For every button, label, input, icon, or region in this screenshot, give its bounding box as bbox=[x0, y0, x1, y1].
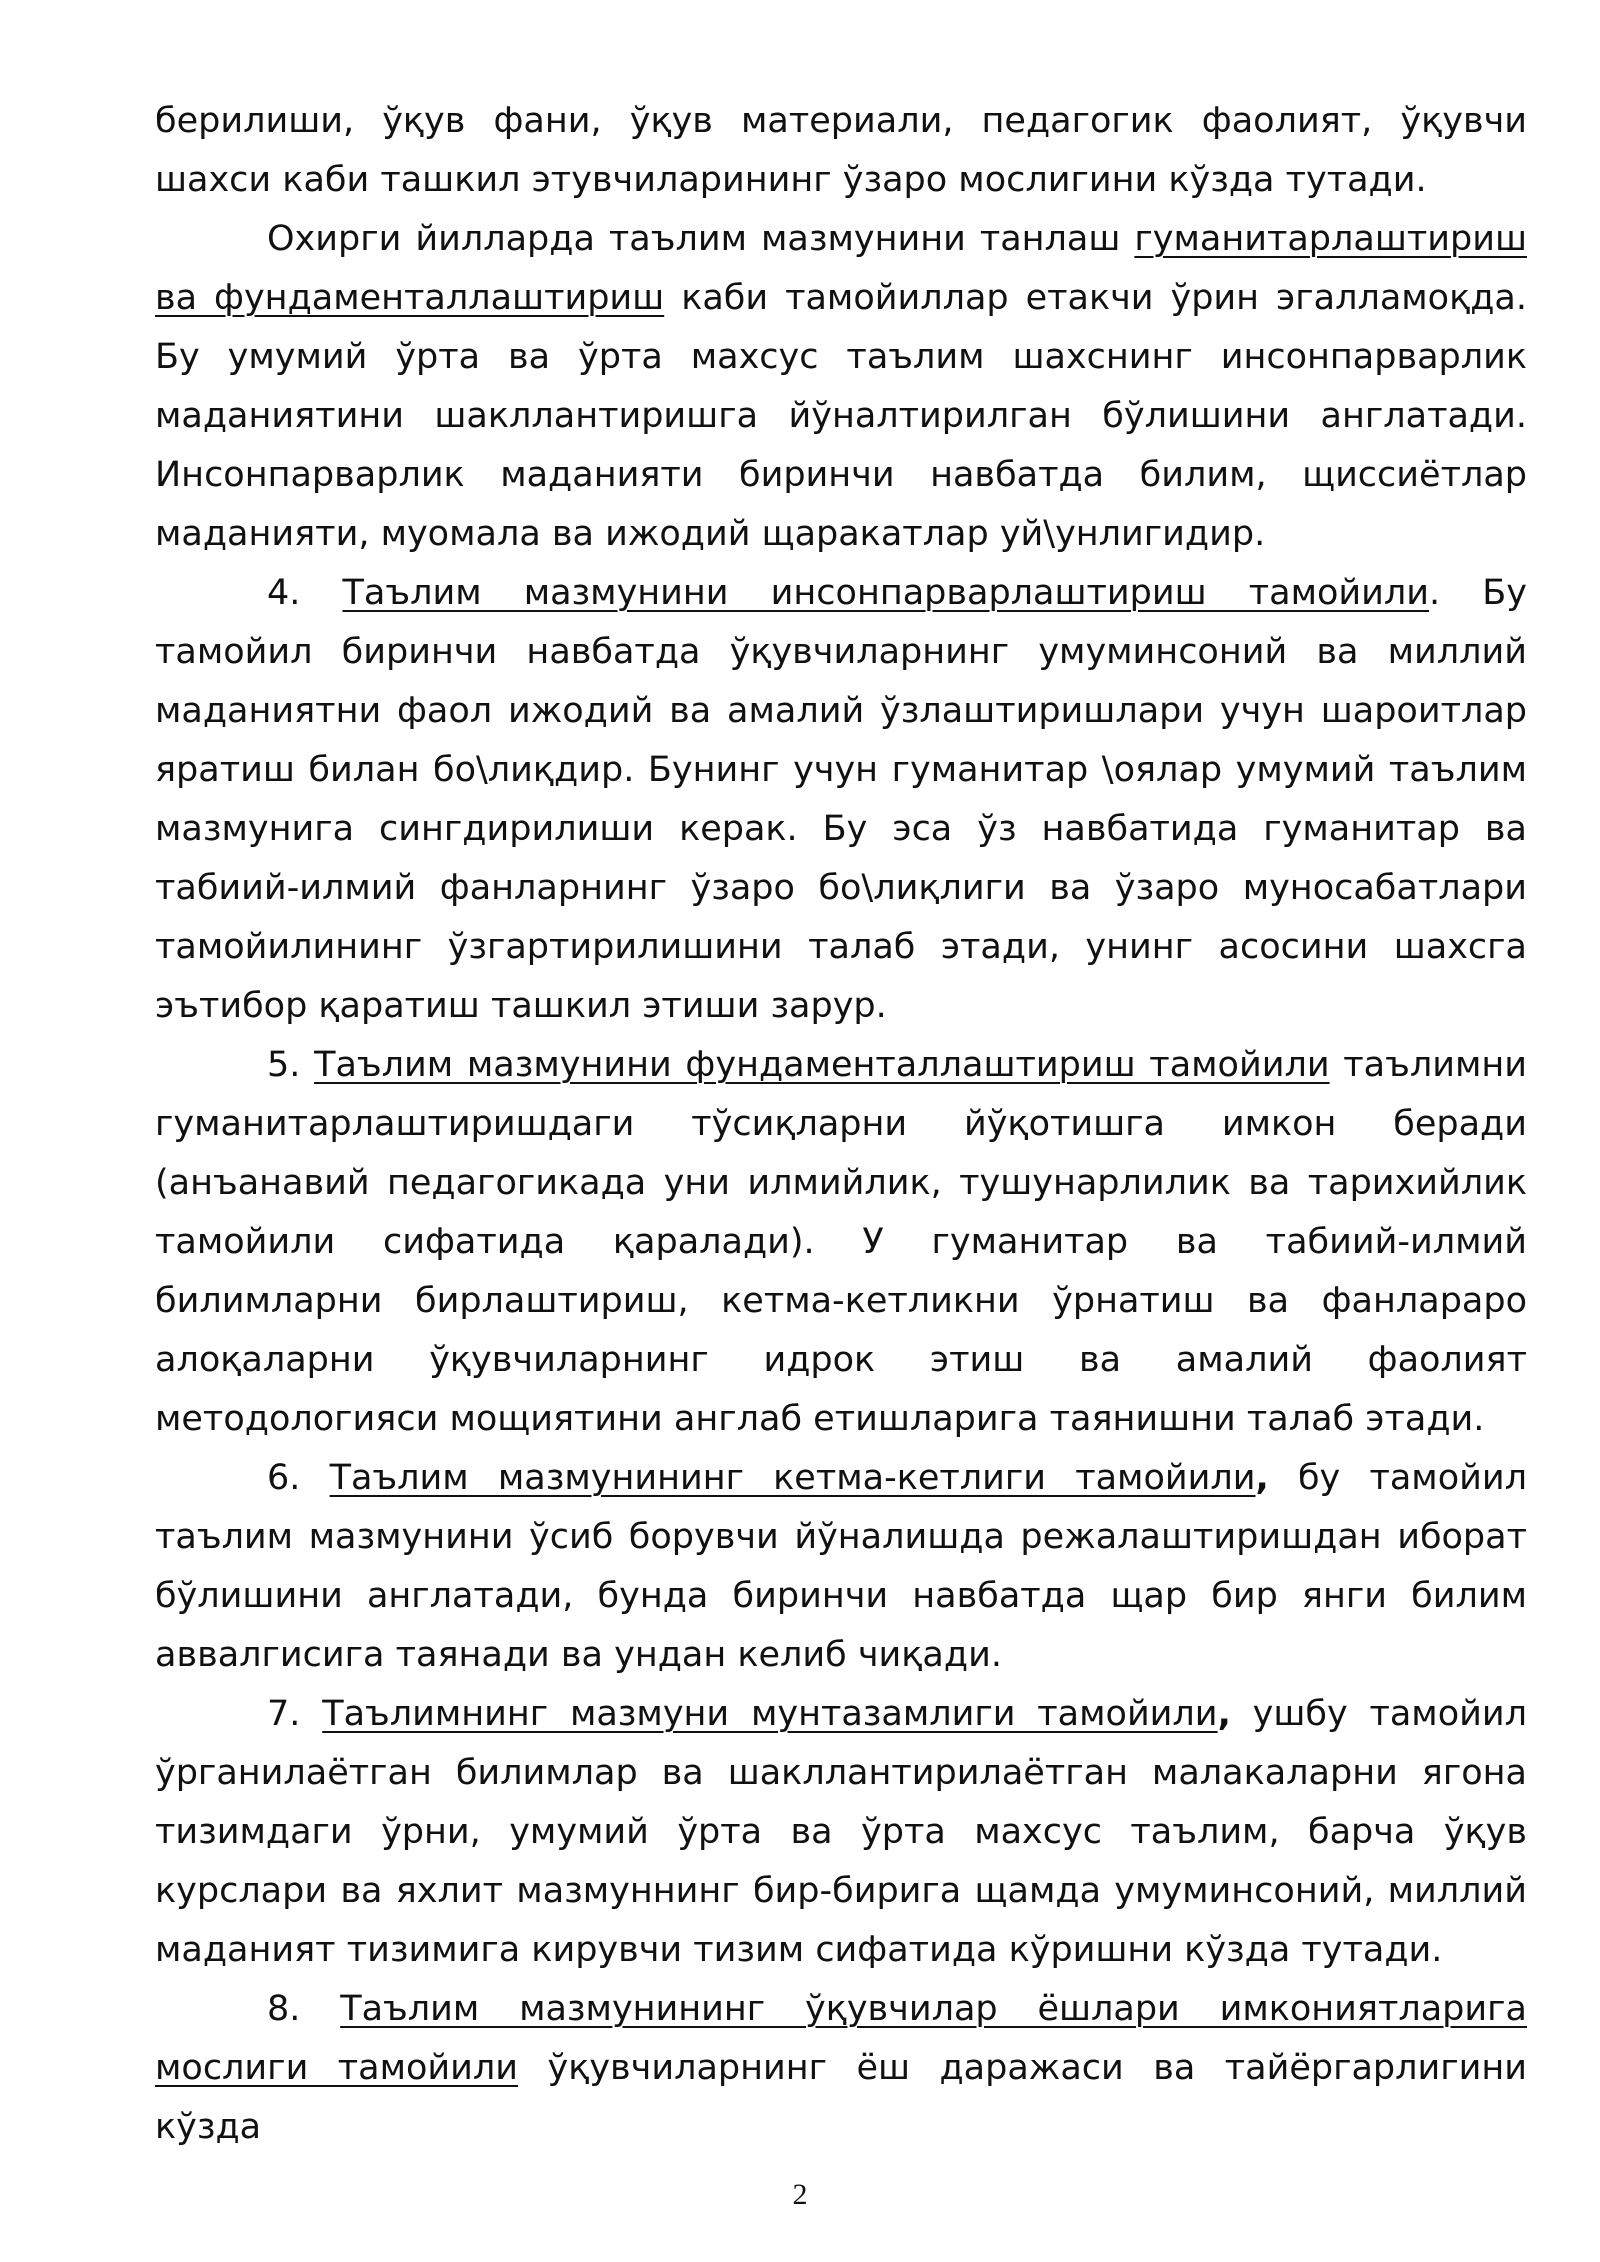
paragraph-lead: 5. bbox=[267, 1045, 315, 1085]
page-number: 2 bbox=[792, 2178, 808, 2211]
paragraph-text: ушбу тамойил ўрганилаётган билимлар ва шакллантирилаётган малакаларни ягона тизимдаги ўрни, умумий ўрта ва ўрта махсус таълим, барча ўқув курслари ва яхлит мазмуннинг бир-бирига щамда умуминсоний, миллий маданият тизимига кирувчи тизим сифатида кўришни кўзда тутади. bbox=[155, 1694, 1527, 1970]
paragraph-lead: 7. bbox=[267, 1694, 323, 1734]
document-page bbox=[155, 92, 1527, 2157]
paragraph-text: таълимни гуманитарлаштиришдаги тўсиқларни йўқотишга имкон беради (анъанавий педагогикада уни илмийлик, тушунарлилик ва тарихийлик тамойили сифатида қаралади). У гуманитар ва табиий-илмий билимларни бирлаштириш, кетма-кетликни ўрнатиш ва фанлараро алоқаларни ўқувчиларнинг идрок этиш ва амалий фаолият методологияси мощиятини англаб етишларига таянишни талаб этади. bbox=[155, 1045, 1527, 1439]
principle-title: Таълимнинг мазмуни мунтазамлиги тамойили bbox=[322, 1694, 1218, 1734]
underlined-term: гуманитарлаштириш ва фундаменталлаштириш bbox=[155, 219, 1527, 318]
principle-title: Таълим мазмунини инсонпарварлаштириш тамойили bbox=[342, 573, 1430, 613]
paragraph-lead: 4. bbox=[267, 573, 343, 613]
paragraph-lead: 6. bbox=[267, 1458, 330, 1498]
paragraph-lead: Охирги йилларда таълим мазмунини танлаш bbox=[267, 219, 1135, 259]
paragraph-text: ўқувчиларнинг ёш даражаси ва тайёргарлигини кўзда bbox=[155, 2048, 1527, 2147]
principle-title: Таълим мазмунини фундаменталлаштириш тамойили bbox=[314, 1045, 1330, 1085]
principle-punct: , bbox=[1255, 1458, 1269, 1498]
paragraph-principle-6 bbox=[155, 1449, 1527, 1685]
paragraph-text: берилиши, ўқув фани, ўқув материали, педагогик фаолият, ўқувчи шахси каби ташкил этувчиларининг ўзаро мослигини кўзда тутади. bbox=[155, 101, 1527, 200]
principle-punct: , bbox=[1217, 1694, 1231, 1734]
paragraph-text: . Бу тамойил биринчи навбатда ўқувчиларнинг умуминсоний ва миллий маданиятни фаол ижодий ва амалий ўзлаштиришлари учун шароитлар яратиш билан бо\лиқдир. Бунинг учун гуманитар \оялар умумий таълим мазмунига сингдирилиши керак. Бу эса ўз навбатида гуманитар ва табиий-илмий фанларнинг ўзаро бо\лиқлиги ва ўзаро муносабатлари тамойилининг ўзгартирилишини талаб этади, унинг асосини шахсга эътибор қаратиш ташкил этиши зарур. bbox=[155, 573, 1527, 1026]
paragraph-2 bbox=[155, 210, 1527, 564]
paragraph-text: бу тамойил таълим мазмунини ўсиб борувчи йўналишда режалаштиришдан иборат бўлишини англатади, бунда биринчи навбатда щар бир янги билим аввалгисига таянади ва ундан келиб чиқади. bbox=[155, 1458, 1527, 1675]
paragraph-text: каби тамойиллар етакчи ўрин эгалламоқда. Бу умумий ўрта ва ўрта махсус таълим шахснинг инсонпарварлик маданиятини шакллантиришга йўналтирилган бўлишини англатади. Инсонпарварлик маданияти биринчи навбатда билим, щиссиётлар маданияти, муомала ва ижодий щаракатлар уй\унлигидир. bbox=[155, 278, 1527, 554]
paragraph-principle-4 bbox=[155, 564, 1527, 1036]
paragraph-lead: 8. bbox=[267, 1989, 341, 2029]
paragraph-principle-5 bbox=[155, 1036, 1527, 1449]
paragraph-principle-7 bbox=[155, 1685, 1527, 1980]
paragraph-principle-8 bbox=[155, 1980, 1527, 2157]
paragraph-1 bbox=[155, 92, 1527, 210]
principle-title: Таълим мазмунининг ўқувчилар ёшлари имкониятларига мослиги тамойили bbox=[155, 1989, 1527, 2088]
principle-title: Таълим мазмунининг кетма-кетлиги тамойили bbox=[329, 1458, 1256, 1498]
